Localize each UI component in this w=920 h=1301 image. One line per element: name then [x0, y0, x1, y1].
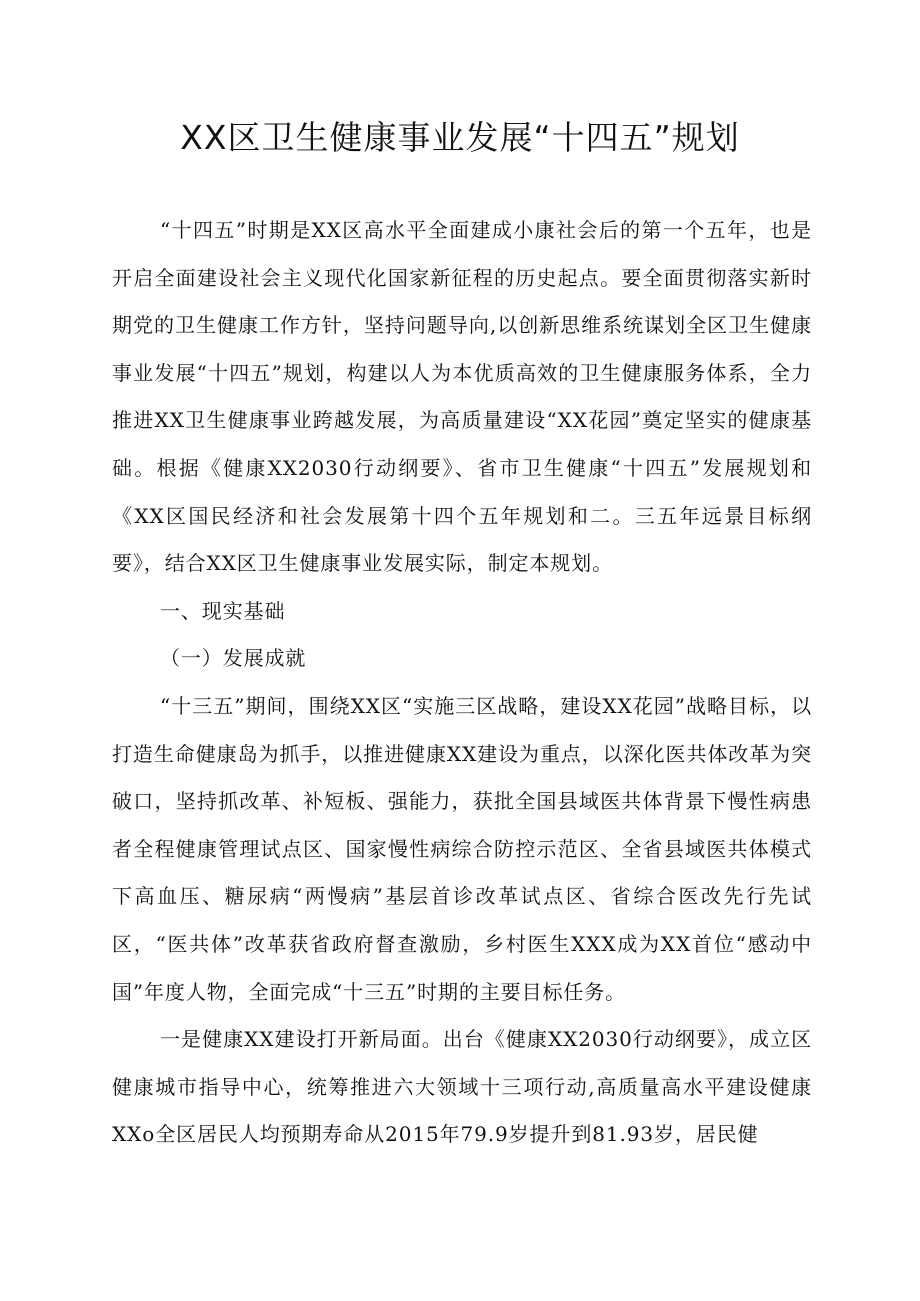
document-body	[112, 207, 812, 1159]
section-heading-foundation: 一、现实基础	[160, 598, 286, 623]
intro-paragraph: “十四五”时期是XX区高水平全面建成小康社会后的第一个五年，也是开启全面建设社会主义现代化国家新征程的历史起点。要全面贯彻落实新时期党的卫生健康工作方针，坚持问题导向,以创新思维系统谋划全区卫生健康事业发展“十四五”规划，构建以人为本优质高效的卫生健康服务体系，全力推进XX卫生健康事业跨越发展，为高质量建设“XX花园”奠定坚实的健康基础。根据《健康XX2030行动纲要》、省市卫生健康“十四五”发展规划和《XX区国民经济和社会发展第十四个五年规划和二。三五年远景目标纲要》，结合XX区卫生健康事业发展实际，制定本规划。	[112, 218, 812, 576]
document-title: XX区卫生健康事业发展“十四五”规划	[180, 118, 740, 157]
achievements-paragraph: “十三五”期间，围绕XX区“实施三区战略，建设XX花园”战略目标，以打造生命健康岛为抓手，以推进健康XX建设为重点，以深化医共体改革为突破口，坚持抓改革、补短板、强能力，获批全国县域医共体背景下慢性病患者全程健康管理试点区、国家慢性病综合防控示范区、全省县域医共体模式下高血压、糖尿病“两慢病”基层首诊改革试点区、省综合医改先行先试区，“医共体”改革获省政府督查激励，乡村医生XXX成为XX首位“感动中国”年度人物，全面完成“十三五”时期的主要目标任务。	[112, 693, 812, 1004]
subsection-heading-achievements: （一）发展成就	[160, 646, 307, 671]
point-one-paragraph: 一是健康XX建设打开新局面。出台《健康XX2030行动纲要》，成立区健康城市指导中心，统筹推进六大领域十三项行动,高质量高水平建设健康XXo全区居民人均预期寿命从2015年79.9岁提升到81.93岁，居民健	[112, 1027, 812, 1147]
